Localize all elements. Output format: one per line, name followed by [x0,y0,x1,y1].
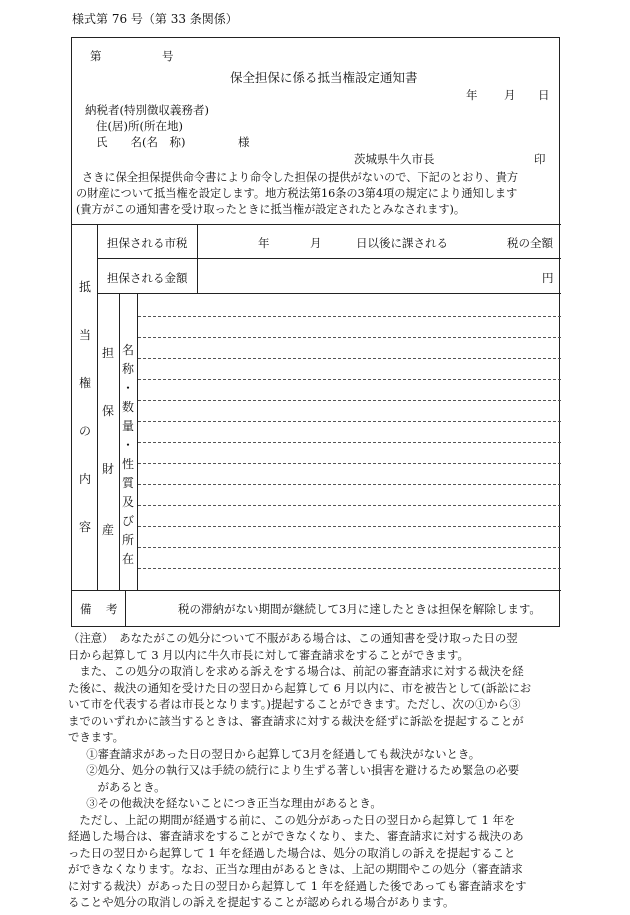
note-line: 日から起算して 3 月以内に牛久市長に対して審査請求をすることができます。 [68,647,469,662]
property-line-3 [138,358,561,359]
honorific: 様 [238,135,250,149]
amount-unit: 円 [542,271,554,285]
number-suffix: 号 [162,49,174,63]
property-sublabel-char-12: 在 [121,552,134,566]
property-line-1 [138,316,561,317]
property-sublabel-char-9: 及 [121,495,134,509]
property-line-5 [138,400,561,401]
note-line: ができなくなります。なお、正当な理由があるときは、上記の期間やこの処分（審査請求 [68,862,523,876]
note-line: までのいずれかに該当するときは、審査請求に対する裁決を経ずに訴訟を提起することが [68,713,524,728]
property-line-6 [138,421,561,422]
table-top-border [72,224,561,225]
property-line-9 [138,484,561,485]
property-line-10 [138,505,561,506]
issuer-name: 茨城県牛久市長 [354,152,435,166]
note-line: （注意） あなたがこの処分について不服がある場合は、この通知書を受け取った日の翌 [68,631,518,645]
remarks-label-char-1: 備 [80,602,92,616]
body-line-1: さきに保全担保提供命令書により命令した担保の提供がないので、下記のとおり、貴方 [82,171,519,184]
section-label-char-4: の [78,424,91,438]
property-sublabel-char-10: び [121,514,134,528]
note-line: ②処分、処分の執行又は手続の続行により生ずる著しい損害を避けるため緊急の必要 [86,763,520,777]
property-sublabel-char-6: ・ [121,438,134,452]
note-line: た後に、裁決の通知を受けた日の翌日から起算して 6 月以内に、市を被告として(訴訟にお [68,680,532,695]
tax-row-day-phrase: 日以後に課される [356,236,448,250]
property-label-char-4: 産 [101,523,114,537]
property-sublabel-char-1: 名 [121,343,134,357]
note-line: 経過した場合は、審査請求をすることができなくなり、また、審査請求に対する裁決のあ [68,829,524,843]
address-label: 住(居)所(所在地) [96,119,183,133]
section-label-char-1: 抵 [78,280,91,294]
property-sublabel-char-8: 質 [121,476,134,490]
form-number-label: 様式第 76 号（第 33 条関係） [72,12,238,26]
number-prefix: 第 [90,49,102,63]
note-line: ①審査請求があった日の翌日から起算して3月を経過しても裁決がないとき。 [86,746,481,761]
section-label-char-3: 権 [78,376,91,390]
date-day-label: 日 [538,88,550,102]
remarks-label-divider [125,590,126,627]
note-line: った日の翌日から起算して 1 年を経過した場合は、処分の取消しの訴えを提起すること [68,845,516,860]
tax-row-year: 年 [258,236,270,250]
tax-row-bottom-border [97,258,561,259]
property-line-12 [138,547,561,548]
note-line: に対する裁決）があった日の翌日から起算して 1 年を経過した後であっても審査請求をす [68,878,527,893]
amount-row-bottom-border [97,293,561,294]
tax-row-label: 担保される市税 [107,236,188,250]
property-label-char-3: 財 [101,462,114,476]
property-sublabel-char-4: 数 [121,400,134,414]
section-divider [97,224,98,590]
label-column-divider [197,224,198,293]
seal-mark: 印 [534,152,546,166]
tax-row-full-amount: 税の全額 [507,236,553,250]
section-label-char-5: 内 [78,472,91,486]
body-line-3: (貴方がこの通知書を受け取ったときに抵当権が設定されたとみなされます)。 [76,203,466,216]
property-line-13 [138,568,561,569]
amount-row-label: 担保される金額 [107,271,188,285]
note-line: ただし、上記の期間が経過する前に、この処分があった日の翌日から起算して 1 年を [79,812,516,827]
section-label-char-2: 当 [78,328,91,342]
property-line-11 [138,526,561,527]
note-line: ③その他裁決を経ないことにつき正当な理由があるとき。 [86,796,382,810]
property-line-2 [138,337,561,338]
remarks-top-border [72,590,561,591]
document-title: 保全担保に係る抵当権設定通知書 [230,70,418,85]
remarks-text: 税の滞納がない期間が継続して3月に達したときは担保を解除します。 [178,602,541,616]
note-line: また、この処分の取消しを求める訴えをする場合は、前記の審査請求に対する裁決を経 [79,664,524,678]
date-month-label: 月 [504,88,516,102]
property-line-8 [138,463,561,464]
note-line: できます。 [68,730,125,744]
property-line-4 [138,379,561,380]
date-year-label: 年 [466,88,478,102]
property-label-char-1: 担 [101,346,114,360]
property-line-7 [138,442,561,443]
note-line: いて市を代表する者は市長となります。)提起することができます。ただし、次の①から③ [68,697,521,711]
property-sublabel-char-5: 量 [121,419,134,433]
property-sublabel-char-3: ・ [121,381,134,395]
tax-row-month: 月 [310,236,322,250]
name-label: 氏 名(名 称) [96,135,186,149]
property-label-divider [119,293,120,590]
body-line-2: の財産について抵当権を設定します。地方税法第16条の3第4項の規定により通知します [76,187,518,200]
note-line: があるとき。 [97,779,166,794]
notice-form-box [71,37,560,627]
property-label-char-2: 保 [101,404,114,418]
property-sublabel-char-11: 所 [121,533,134,547]
notes-section [68,630,560,911]
note-line: ることや処分の取消しの訴えを提起することが認められる場合があります。 [68,895,455,909]
section-label-char-6: 容 [78,520,91,534]
taxpayer-label: 納税者(特別徴収義務者) [85,103,209,117]
property-sublabel-char-2: 称 [121,362,134,376]
property-sublabel-char-7: 性 [121,457,134,471]
remarks-label-char-2: 考 [106,602,118,616]
